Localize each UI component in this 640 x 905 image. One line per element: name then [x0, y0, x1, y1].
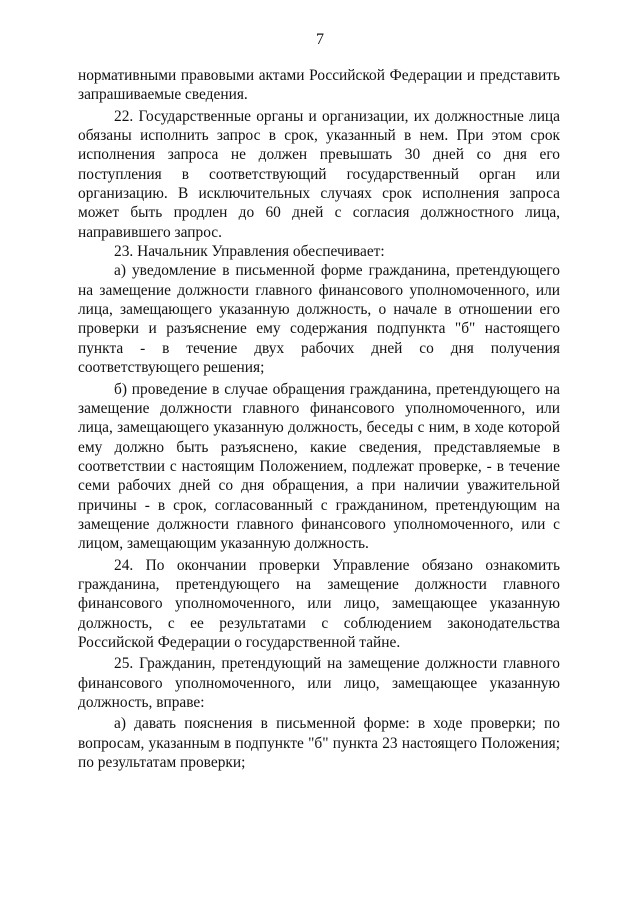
page-number: 7	[316, 31, 324, 48]
paragraph-22: 22. Государственные органы и организации, их должностные лица обязаны исполнить запрос в срок, указанный в нем. При этом срок исполнения запроса не должен превышать 30 дней со дня его поступления в соответствующий государственный орган или организацию. В исключительных случаях срок исполнения запроса может быть продлен до 60 дней с согласия должностного лица, направившего запрос.	[78, 107, 560, 241]
paragraph-24: 24. По окончании проверки Управление обязано ознакомить гражданина, претендующего на замещение должности главного финансового уполномоченного, или лицо, замещающее указанную должность, с ее результатами с соблюдением законодательства Российской Федерации о государственной тайне.	[78, 556, 560, 651]
paragraph-25-a: а) давать пояснения в письменной форме: в ходе проверки; по вопросам, указанным в подпункте "б" пункта 23 настоящего Положения; по результатам проверки;	[78, 715, 560, 772]
paragraph-23: 23. Начальник Управления обеспечивает:	[114, 243, 385, 261]
paragraph-25: 25. Гражданин, претендующий на замещение должности главного финансового уполномоченного, или лицо, замещающее указанную должность, вправе:	[78, 655, 560, 711]
paragraph-continuation: нормативными правовыми актами Российской Федерации и представить запрашиваемые сведения.	[78, 67, 560, 104]
document-body	[78, 66, 560, 772]
paragraph-23-b: б) проведение в случае обращения гражданина, претендующего на замещение должности главного финансового уполномоченного, или лица, замещающего указанную должность, беседы с ним, в ходе которой ему должно быть разъяснено, какие сведения, представляемые в соответствии с настоящим Положением, подлежат проверке, - в течение семи рабочих дней со дня обращения, а при наличии уважительной причины - в срок, согласованный с гражданином, претендующим на замещение должности главного финансового уполномоченного, или с лицом, замещающим указанную должность.	[78, 380, 560, 553]
paragraph-23-a: а) уведомление в письменной форме гражданина, претендующего на замещение должности главного финансового уполномоченного, или лица, замещающего указанную должность, о начале в отношении его проверки и разъяснение ему содержания подпункта "б" настоящего пункта - в течение двух рабочих дней со дня получения соответствующего решения;	[78, 262, 560, 377]
